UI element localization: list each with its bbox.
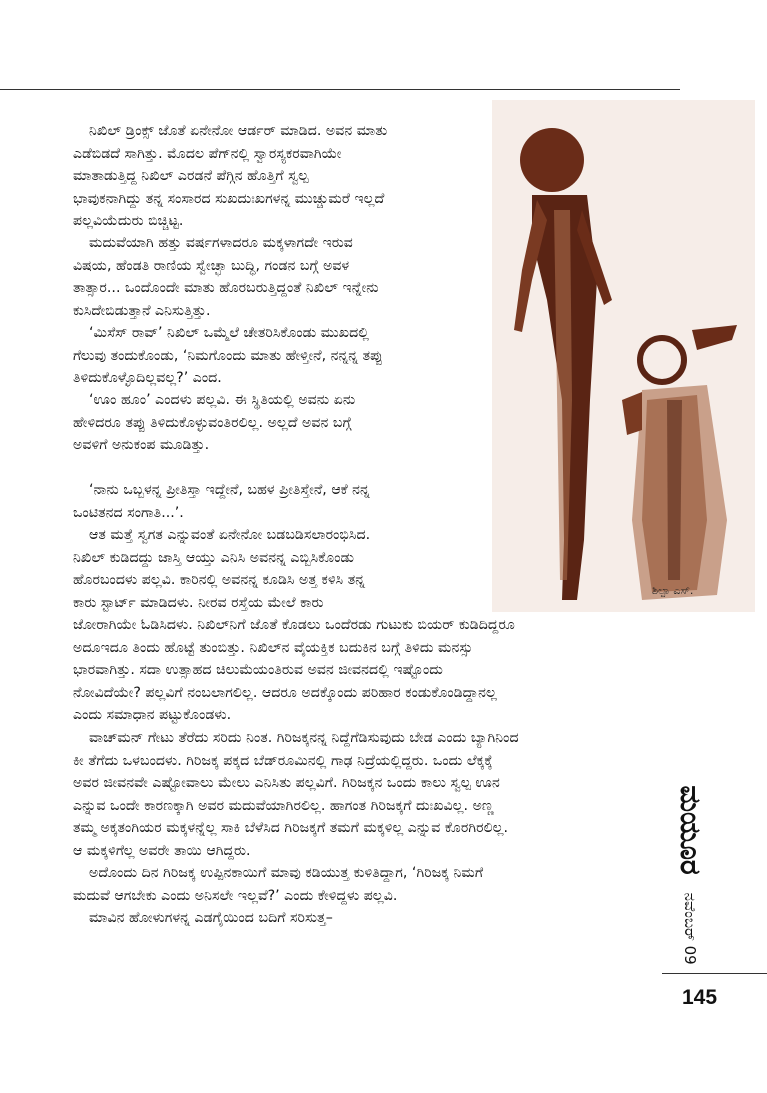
paragraph-line: ಜೋರಾಗಿಯೇ ಓಡಿಸಿದಳು. ನಿಖಿಲ್‌ನಿಗೆ ಜೊತೆ ಕೊಡಲು ಒಂದೆರಡು ಗುಟುಕು ಬಿಯರ್ ಕುಡಿದಿದ್ದರೂ: [73, 617, 515, 633]
story-illustration: [492, 100, 755, 612]
paragraph-9: [73, 907, 333, 930]
paragraph-5: [73, 479, 370, 524]
paragraph-line: ನಿಖಿಲ್ ಕುಡಿದದ್ದು ಜಾಸ್ತಿ ಆಯ್ತು ಎನಿಸಿ ಅವನನ್ನ ಎಬ್ಬಿಸಿಕೊಂಡು: [73, 549, 355, 566]
paragraph-line: ಅವಳಿಗೆ ಅನುಕಂಪ ಮೂಡಿತ್ತು.: [73, 437, 210, 453]
paragraph-line: ತಾತ್ಸಾರ... ಒಂದೊಂದೇ ಮಾತು ಹೊರಬರುತ್ತಿದ್ದಂತೆ ನಿಖಿಲ್ ಇನ್ನೇನು: [73, 280, 379, 296]
paragraph-line: ಕಾರು ಸ್ಟಾರ್ಟ್ ಮಾಡಿದಳು. ನೀರವ ರಸ್ತೆಯ ಮೇಲೆ ಕಾರು: [73, 594, 324, 611]
paragraph-line: ಕೀ ತೆಗೆದು ಒಳಬಂದಳು. ಗಿರಿಜಕ್ಕ ಪಕ್ಕದ ಬೆಡ್‌ರೂಮಿನಲ್ಲಿ ಗಾಢ ನಿದ್ರೆಯಲ್ಲಿದ್ದರು. ಒಂದು ಲೆಕ್ಕಕ್ಕೆ: [73, 752, 493, 769]
paragraph-line: ‘ನಾನು ಒಬ್ಬಳನ್ನ ಪ್ರೀತಿಸ್ತಾ ಇದ್ದೇನೆ, ಬಹಳ ಪ್ರೀತಿಸ್ತೇನೆ, ಆಕೆ ನನ್ನ: [89, 482, 370, 498]
paragraph-3: [73, 322, 383, 390]
paragraph-line: ಗೆಲುವು ತಂದುಕೊಂಡು, ‘ನಿಮಗೊಂದು ಮಾತು ಹೇಳ್ತೀನೆ, ನನ್ನನ್ನ ತಪ್ಪು: [73, 347, 383, 364]
paragraph-line: ಅದೂಇದೂ ತಿಂದು ಹೊಟ್ಟೆ ತುಂಬಿತ್ತು. ನಿಖಿಲ್‌ನ ವೈಯಕ್ತಿಕ ಬದುಕಿನ ಬಗ್ಗೆ ತಿಳಿದು ಮನಸ್ಸು: [73, 639, 473, 656]
paragraph-line: ವಿಷಯ, ಹೆಂಡತಿ ರಾಣಿಯ ಸ್ವೇಚ್ಛಾ ಬುದ್ಧಿ, ಗಂಡನ ಬಗ್ಗೆ ಅವಳ: [73, 257, 350, 274]
paragraph-line: ಭಾವುಕನಾಗಿದ್ದು ತನ್ನ ಸಂಸಾರದ ಸುಖದುಃಖಗಳನ್ನ ಮುಚ್ಚುಮರೆ ಇಲ್ಲದೆ: [73, 190, 385, 207]
paragraph-line: ‘ಮಿಸೆಸ್ ರಾವ್’ ನಿಖಿಲ್ ಒಮ್ಮೆಲೆ ಚೇತರಿಸಿಕೊಂಡು ಮುಖದಲ್ಲಿ: [89, 325, 369, 341]
paragraph-line: ಅವರ ಜೀವನವೇ ಎಷ್ಟೋವಾಲು ಮೇಲು ಎನಿಸಿತು ಪಲ್ಲವಿಗೆ. ಗಿರಿಜಕ್ಕನ ಒಂದು ಕಾಲು ಸ್ವಲ್ಪ ಊನ: [73, 775, 500, 791]
paragraph-6: [73, 524, 515, 727]
issue-month: ನವೆಂಬರ್ 09: [681, 892, 699, 965]
page-number: 145: [682, 986, 718, 1009]
magazine-side-label: [660, 780, 720, 970]
paragraph-line: ಎಡೆಬಿಡದೆ ಸಾಗಿತ್ತು. ಮೊದಲ ಪೆಗ್‌ನಲ್ಲಿ ಸ್ವಾರಸ್ಯಕರವಾಗಿಯೇ: [73, 145, 342, 162]
paragraph-line: ಭಾರವಾಗಿತ್ತು. ಸದಾ ಉತ್ಸಾಹದ ಚಿಲುಮೆಯಂತಿರುವ ಅವನ ಜೀವನದಲ್ಲಿ ಇಷ್ಟೊಂದು: [73, 662, 443, 678]
paragraph-line: ಮದುವೆ ಆಗಬೇಕು ಎಂದು ಅನಿಸಲೇ ಇಲ್ಲವೆ?’ ಎಂದು ಕೇಳಿದ್ದಳು ಪಲ್ಲವಿ.: [73, 887, 398, 904]
paragraph-line: ಮಾತಾಡುತ್ತಿದ್ದ ನಿಖಿಲ್ ಎರಡನೆ ಪೆಗ್ಗಿನ ಹೊತ್ತಿಗೆ ಸ್ವಲ್ಪ: [73, 168, 309, 184]
paragraph-line: ಆ ಮಕ್ಕಳಿಗೆಲ್ಲ ಅವರೇ ತಾಯಿ ಆಗಿದ್ದರು.: [73, 842, 251, 859]
paragraph-line: ‘ಊಂ ಹೂಂ’ ಎಂದಳು ಪಲ್ಲವಿ. ಈ ಸ್ಥಿತಿಯಲ್ಲಿ ಅವನು ಏನು: [89, 392, 356, 408]
paragraph-line: ತಿಳಿದುಕೊಳ್ಳೊದಿಲ್ಲವಲ್ಲ?’ ಎಂದ.: [73, 370, 222, 386]
top-rule: [0, 89, 680, 90]
illustration-credit: ಶಿಲ್ಪಾ ಎಸ್.: [652, 584, 694, 597]
paragraph-line: ಕುಸಿದೇಬಿಡುತ್ತಾನೆ ಎನಿಸುತ್ತಿತ್ತು.: [73, 302, 211, 319]
magazine-name: ಮಯೂರ: [674, 785, 707, 875]
paragraph-line: ಆತ ಮತ್ತೆ ಸ್ವಗತ ಎನ್ನುವಂತೆ ಏನೇನೋ ಬಡಬಡಿಸಲಾರಂಭಿಸಿದ.: [89, 527, 371, 543]
paragraph-7: [73, 727, 519, 862]
paragraph-line: ನಿಖಿಲ್ ಡ್ರಿಂಕ್ಸ್ ಜೊತೆ ಏನೇನೋ ಆರ್ಡರ್ ಮಾಡಿದ. ಅವನ ಮಾತು: [89, 123, 388, 139]
paragraph-2: [73, 232, 379, 322]
bottom-rule: [662, 973, 767, 974]
paragraph-1: [73, 120, 387, 233]
paragraph-line: ಹೇಳಿದರೂ ತಪ್ಪು ತಿಳಿದುಕೊಳ್ಳುವಂತಿರಲಿಲ್ಲ. ಅಲ್ಲದೆ ಅವನ ಬಗ್ಗೆ: [73, 414, 352, 431]
paragraph-line: ಒಂಟಿತನದ ಸಂಗಾತಿ...’.: [73, 504, 184, 521]
paragraph-line: ಅದೊಂದು ದಿನ ಗಿರಿಜಕ್ಕ ಉಪ್ಪಿನಕಾಯಿಗೆ ಮಾವು ಕಡಿಯುತ್ತ ಕುಳಿತಿದ್ದಾಗ, ‘ಗಿರಿಜಕ್ಕ ನಿಮಗೆ: [89, 865, 484, 881]
illustration-figures-icon: [492, 100, 755, 612]
paragraph-8: [73, 862, 483, 907]
paragraph-line: ಮದುವೆಯಾಗಿ ಹತ್ತು ವರ್ಷಗಳಾದರೂ ಮಕ್ಕಳಾಗದೇ ಇರುವ: [89, 235, 353, 251]
paragraph-line: ತಮ್ಮ ಅಕ್ಕತಂಗಿಯರ ಮಕ್ಕಳನ್ನೆಲ್ಲ ಸಾಕಿ ಬೆಳೆಸಿದ ಗಿರಿಜಕ್ಕಗೆ ತಮಗೆ ಮಕ್ಕಳಿಲ್ಲ ಎನ್ನುವ ಕೊರಗಿರಲಿಲ್ಲ.: [73, 820, 509, 836]
paragraph-line: ವಾಚ್‌ಮನ್ ಗೇಟು ತೆರೆದು ಸರಿದು ನಿಂತ. ಗಿರಿಜಕ್ಕನನ್ನ ನಿದ್ದೆಗೆಡಿಸುವುದು ಬೇಡ ಎಂದು ಬ್ಯಾಗಿನಿಂದ: [89, 730, 519, 746]
paragraph-4: [73, 389, 355, 457]
paragraph-line: ಎನ್ನುವ ಒಂದೇ ಕಾರಣಕ್ಕಾಗಿ ಅವರ ಮದುವೆಯಾಗಿರಲಿಲ್ಲ. ಹಾಗಂತ ಗಿರಿಜಕ್ಕಗೆ ದುಃಖವಿಲ್ಲ. ಅಣ್ಣ: [73, 797, 494, 814]
paragraph-line: ಪಲ್ಲವಿಯೆದುರು ಬಿಚ್ಚಿಟ್ಟ.: [73, 213, 184, 229]
paragraph-line: ಹೊರಬಂದಳು ಪಲ್ಲವಿ. ಕಾರಿನಲ್ಲಿ ಅವನನ್ನ ಕೂಡಿಸಿ ಅತ್ತ ಕಳಿಸಿ ತನ್ನ: [73, 572, 366, 588]
paragraph-line: ಮಾವಿನ ಹೋಳುಗಳನ್ನ ಎಡಗೈಯಿಂದ ಬದಿಗೆ ಸರಿಸುತ್ತ–: [89, 910, 333, 926]
paragraph-line: ನೋವಿದೆಯೇ? ಪಲ್ಲವಿಗೆ ನಂಬಲಾಗಲಿಲ್ಲ. ಆದರೂ ಅದಕ್ಕೊಂದು ಪರಿಹಾರ ಕಂಡುಕೊಂಡಿದ್ದಾನಲ್ಲ: [73, 684, 497, 701]
paragraph-line: ಎಂದು ಸಮಾಧಾನ ಪಟ್ಟುಕೊಂಡಳು.: [73, 707, 232, 723]
